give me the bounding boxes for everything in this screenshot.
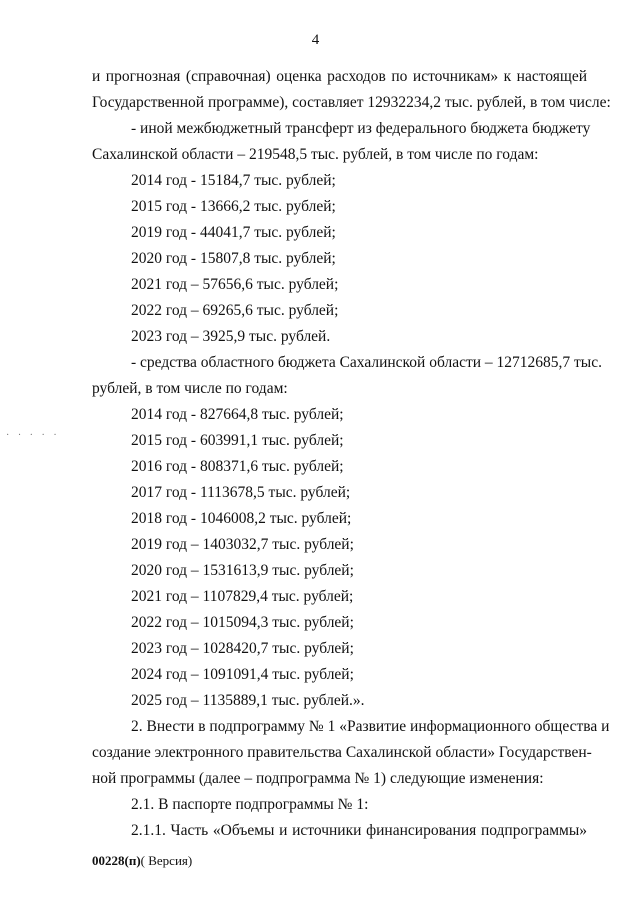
paragraph-line: 2. Внести в подпрограмму № 1 «Развитие информационного общества и bbox=[131, 718, 610, 735]
paragraph-line: ной программы (далее – подпрограмма № 1) следующие изменения: bbox=[92, 770, 544, 787]
paragraph-line: Сахалинской области – 219548,5 тыс. рублей, в том числе по годам: bbox=[92, 146, 539, 163]
list-item: 2020 год – 1531613,9 тыс. рублей; bbox=[131, 562, 354, 579]
page-number: 4 bbox=[311, 32, 320, 48]
list-item: 2022 год – 1015094,3 тыс. рублей; bbox=[131, 614, 354, 631]
paragraph-line: создание электронного правительства Сахалинской области» Государствен- bbox=[92, 744, 592, 761]
list-item: 2016 год - 808371,6 тыс. рублей; bbox=[131, 458, 344, 475]
list-item: 2019 год - 44041,7 тыс. рублей; bbox=[131, 224, 336, 241]
list-item: 2022 год – 69265,6 тыс. рублей; bbox=[131, 302, 339, 319]
paragraph-line: и прогнозная (справочная) оценка расходов по источникам» к настоящей bbox=[92, 68, 587, 85]
paragraph-line: 2.1.1. Часть «Объемы и источники финансирования подпрограммы» bbox=[131, 822, 587, 839]
list-item: 2024 год – 1091091,4 тыс. рублей; bbox=[131, 666, 354, 683]
list-item: 2015 год - 603991,1 тыс. рублей; bbox=[131, 432, 344, 449]
paragraph-line: - средства областного бюджета Сахалинской области – 12712685,7 тыс. bbox=[131, 354, 602, 371]
list-item: 2021 год – 1107829,4 тыс. рублей; bbox=[131, 588, 354, 605]
list-item: 2020 год - 15807,8 тыс. рублей; bbox=[131, 250, 336, 267]
footer bbox=[92, 853, 192, 869]
list-item: 2019 год – 1403032,7 тыс. рублей; bbox=[131, 536, 354, 553]
paragraph-line: - иной межбюджетный трансферт из федерального бюджета бюджету bbox=[131, 120, 591, 137]
list-item: 2014 год - 15184,7 тыс. рублей; bbox=[131, 172, 336, 189]
paragraph-line: 2.1. В паспорте подпрограммы № 1: bbox=[131, 796, 369, 813]
paragraph-line: Государственной программе), составляет 12932234,2 тыс. рублей, в том числе: bbox=[92, 94, 611, 111]
list-item: 2025 год – 1135889,1 тыс. рублей.». bbox=[131, 692, 365, 709]
document-version: ( Версия) bbox=[140, 853, 193, 868]
margin-marks: · · · · · bbox=[6, 430, 60, 441]
list-item: 2017 год - 1113678,5 тыс. рублей; bbox=[131, 484, 351, 501]
list-item: 2021 год – 57656,6 тыс. рублей; bbox=[131, 276, 339, 293]
list-item: 2023 год – 3925,9 тыс. рублей. bbox=[131, 328, 331, 345]
list-item: 2023 год – 1028420,7 тыс. рублей; bbox=[131, 640, 354, 657]
list-item: 2014 год - 827664,8 тыс. рублей; bbox=[131, 406, 344, 423]
paragraph-line: рублей, в том числе по годам: bbox=[92, 380, 288, 397]
list-item: 2018 год - 1046008,2 тыс. рублей; bbox=[131, 510, 352, 527]
list-item: 2015 год - 13666,2 тыс. рублей; bbox=[131, 198, 336, 215]
document-code: 00228(п) bbox=[92, 853, 141, 868]
